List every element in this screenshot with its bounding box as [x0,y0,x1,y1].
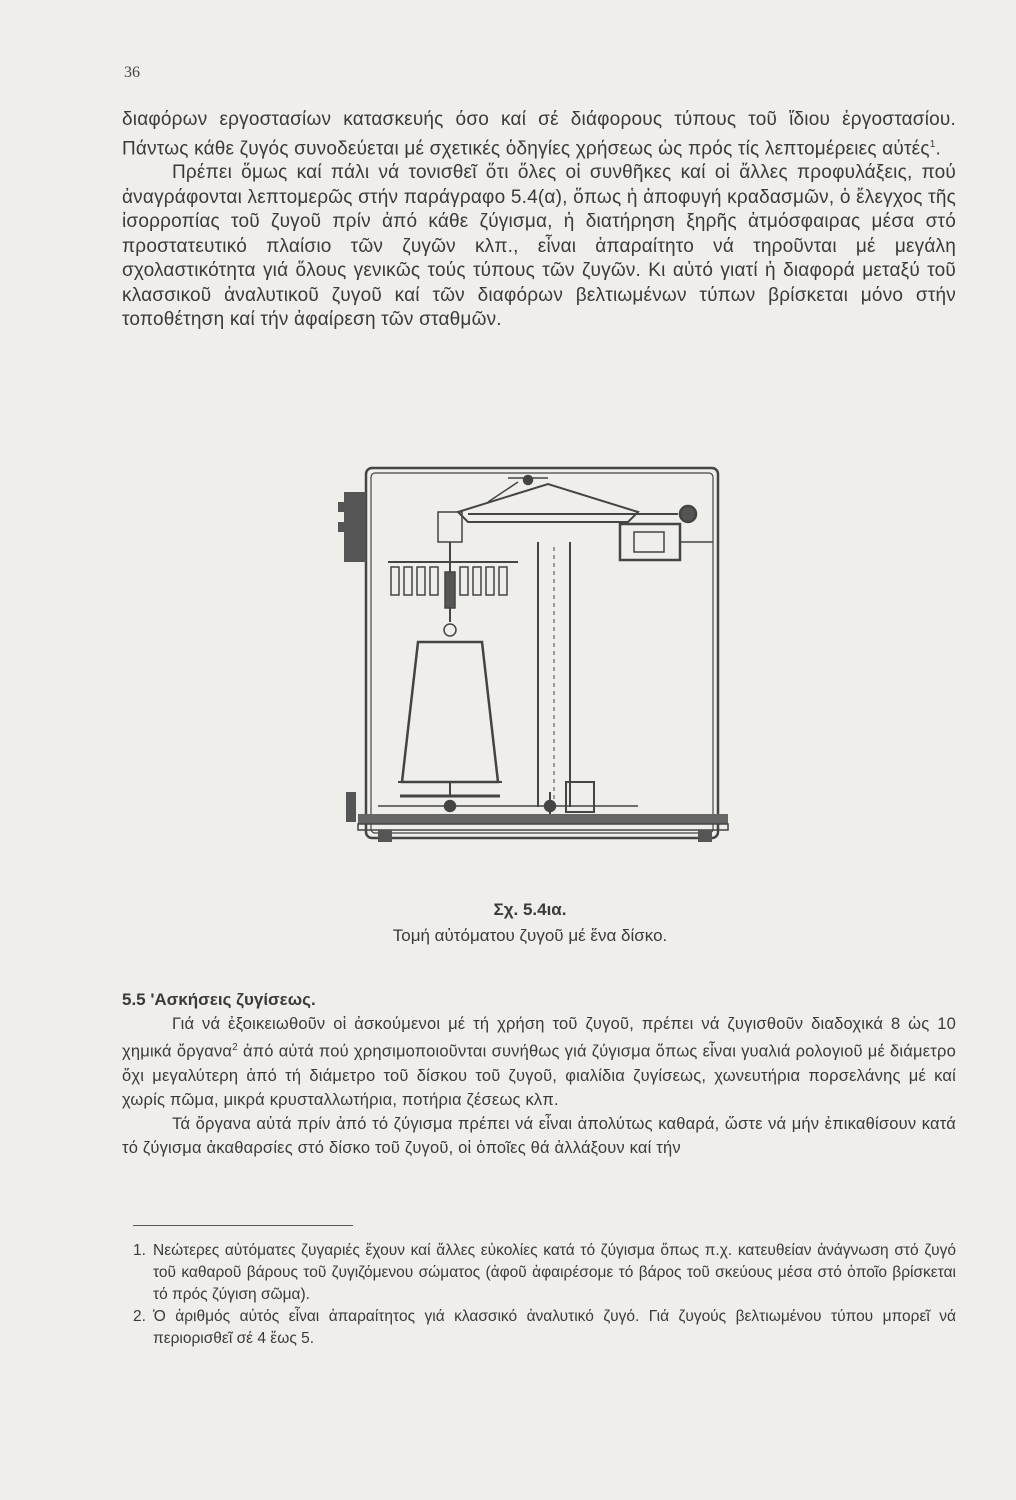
pan-hanger [402,642,498,782]
paragraph: Γιά νά ἐξοικειωθοῦν οἱ ἀσκούμενοι μέ τή χρήση τοῦ ζυγοῦ, πρέπει νά ζυγισθοῦν διαδοχικά 8 ὡς 10 χημικά ὄργανα$^2$ ἀπό αὐτά πού χρησιμοποιοῦνται συνήθως γιά ζύγισμα ὅπως εἶναι γυαλιά ρολογιοῦ μέ διάμετρο ὄχι μεγαλύτερη ἀπό τή διάμετρο τοῦ δίσκου τοῦ ζυγοῦ, φιαλίδια ζυγίσεως, χωνευτήρια πορσελάνης μέ καί χωρίς πῶμα, μικρά κρυσταλλωτήρια, ποτήρια ζέσεως κλπ. [122,1015,956,1109]
page-number: 36 [124,64,140,81]
footnote-text: Νεώτερες αὐτόματες ζυγαριές ἔχουν καί ἄλλες εὐκολίες κατά τό ζύγισμα ὅπως π.χ. κατευθείαν ἀνάγνωση στό ζυγό τοῦ καθαροῦ βάρους τοῦ ζυγιζόμενου σώματος (ἀφοῦ ἀφαιρέσομε τό βάρος τοῦ σκεύους μέσα στό ὁποῖο βρίσκεται τό πρός ζύγιση σῶμα). [153,1242,956,1303]
footnote-number: 2. [133,1308,146,1325]
body-text-top [122,108,956,333]
balance-beam [458,484,638,522]
balance-diagram [338,462,730,867]
paragraph: Τά ὄργανα αὐτά πρίν ἀπό τό ζύγισμα πρέπει νά εἶναι ἀπολύτως καθαρά, ὥστε νά μήν ἐπικαθίσουν κατά τό ζύγισμα ἀκαθαρσίες στό δίσκο τοῦ ζυγοῦ, οἱ ὁποῖες θά ἀλλάξουν καί τήν [122,1114,956,1157]
footnote-number: 1. [133,1242,146,1259]
footnote [133,1240,956,1306]
base-plate [358,814,728,824]
footnote-divider [133,1225,353,1226]
paragraph: Πρέπει ὅμως καί πάλι νά τονισθεῖ ὅτι ὅλες οἱ συνθῆκες καί οἱ ἄλλες προφυλάξεις, πού ἀναγράφονται λεπτομερῶς στήν παράγραφο 5.4(α), ὅπως ἡ ἀποφυγή κραδασμῶν, ὁ ἔλεγχος τῆς ἰσορροπίας τοῦ ζυγοῦ πρίν ἀπό κάθε ζύγισμα, ἡ διατήρηση ξηρῆς ἀτμόσφαιρας μέσα στό προστατευτικό πλαίσιο τῶν ζυγῶν κλπ., εἶναι ἀπαραίτητο νά τηροῦνται μέ μεγάλη σχολαστικότητα γιά ὅλους γενικῶς τούς τύπους τῶν ζυγῶν. Κι αὐτό γιατί ἡ διαφορά μεταξύ τοῦ κλασσικοῦ ἀναλυτικοῦ ζυγοῦ καί τῶν διαφόρων βελτιωμένων τύπων βρίσκεται μόνο στήν τοποθέτηση καί τήν ἀφαίρεση τῶν σταθμῶν. [122,162,956,331]
footnote [133,1306,956,1350]
section-heading: 5.5 'Ασκήσεις ζυγίσεως. [122,990,316,1009]
footnote-ref: 1 [929,138,936,150]
body-text-bottom [122,1012,956,1160]
footnote-text: Ὁ ἀριθμός αὐτός εἶναι ἀπαραίτητος γιά κλασσικό ἀναλυτικό ζυγό. Γιά ζυγούς βελτιωμένου τύπου μπορεῖ νά περιορισθεῖ σέ 4 ἕως 5. [153,1308,956,1347]
optical-scale [620,524,680,560]
figure-number: Σχ. 5.4ια. [493,900,567,919]
footnotes [133,1240,956,1350]
paragraph: διαφόρων εργοστασίων κατασκευής όσο καί σέ διάφορους τύπους τοῦ ἴδιου ἐργοστασίου. Πάντως κάθε ζυγός συνοδεύεται μέ σχετικές ὁδηγίες χρήσεως ὡς πρός τίς λεπτομέρειες αὐτές$^1$. [122,109,956,159]
figure-caption: Τομή αὐτόματου ζυγοῦ μέ ἕνα δίσκο. [392,926,668,945]
figure-balance-cross-section [338,462,730,867]
footnote-ref: 2 [232,1042,238,1053]
